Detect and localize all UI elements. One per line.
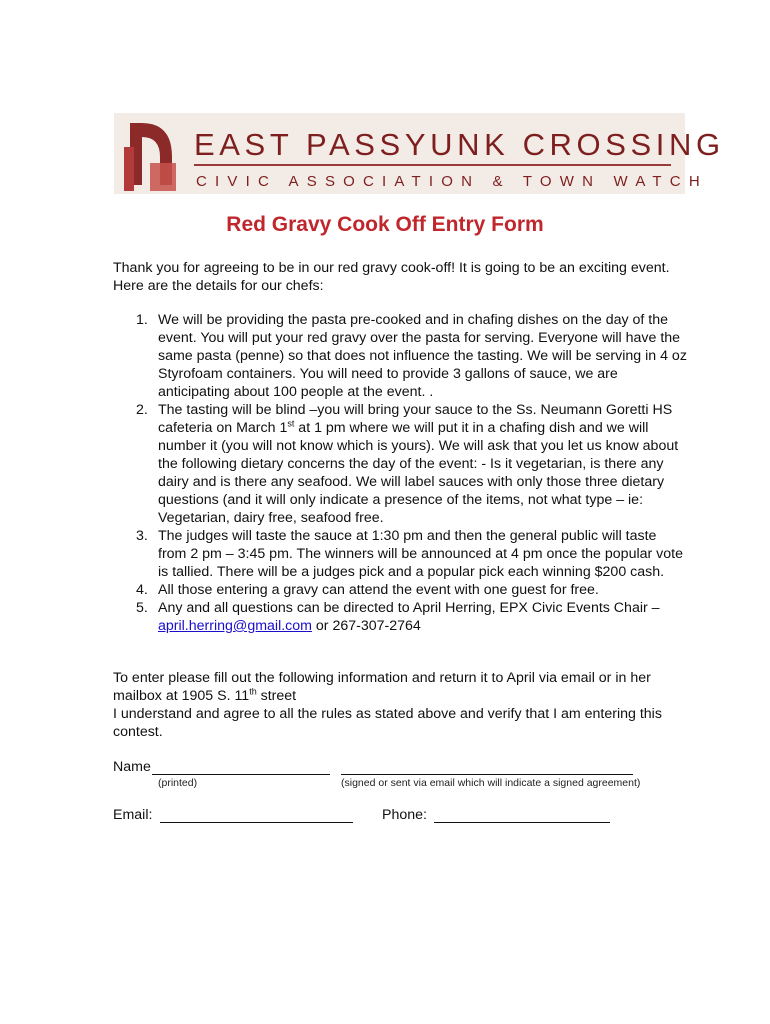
phone-label: Phone: [382, 807, 427, 823]
entry-superscript: th [249, 686, 257, 697]
signed-hint: (signed or sent via email which will indicate a signed agreement) [341, 777, 641, 789]
printed-hint: (printed) [158, 777, 198, 789]
rule-item [113, 527, 688, 581]
rule-item [113, 581, 688, 599]
epx-logo-icon [120, 117, 180, 191]
rule-text: The judges will taste the sauce at 1:30 pm and then the general public will taste from 2 pm – 3:45 pm. The winners will be announced at 4 pm once the popular vote is tallied. There will be a judges pick and a popular pick each winning $200 cash. [158, 528, 683, 580]
signature-field[interactable] [341, 774, 633, 775]
rule-text: The tasting will be blind –you will bring your sauce to the Ss. Neumann Goretti HS cafeteria on March 1 [158, 402, 673, 436]
logo-subtitle: CIVIC ASSOCIATION & TOWN WATCH [196, 173, 708, 190]
logo-name: EAST PASSYUNK CROSSING [194, 127, 725, 162]
logo-divider [194, 164, 671, 166]
rule-item [113, 311, 688, 401]
rule-text: Any and all questions can be directed to April Herring, EPX Civic Events Chair – [158, 600, 660, 616]
agreement-statement: I understand and agree to all the rules as stated above and verify that I am entering this contest. [113, 706, 662, 740]
email-label: Email: [113, 807, 153, 823]
intro-paragraph: Thank you for agreeing to be in our red gravy cook-off! It is going to be an exciting event. Here are the details for our chefs: [113, 260, 670, 294]
rule-text: All those entering a gravy can attend the event with one guest for free. [158, 582, 599, 598]
rules-list [113, 311, 688, 635]
phone-field[interactable] [434, 822, 610, 823]
rule-number: 3. [136, 528, 148, 544]
name-label: Name [113, 759, 151, 775]
rule-number: 4. [136, 582, 148, 598]
rule-number: 1. [136, 312, 148, 328]
printed-name-field[interactable] [152, 774, 330, 775]
rule-number: 2. [136, 402, 148, 418]
rule-superscript: st [287, 418, 295, 429]
rule-text-continued: or 267-307-2764 [311, 618, 421, 634]
logo-banner [114, 113, 725, 194]
form-title: Red Gravy Cook Off Entry Form [226, 213, 544, 236]
rule-text: We will be providing the pasta pre-cooked and in chafing dishes on the day of the event. You will put your red gravy over the pasta for serving. Everyone will have the same pasta (penne) so that does not influence the tasting. We will be serving in 4 oz Styrofoam containers. You will need to provide 3 gallons of sauce, we are anticipating about 100 people at the event. . [158, 312, 687, 400]
contact-email-link[interactable]: april.herring@gmail.com [158, 618, 312, 634]
entry-instructions-text: To enter please fill out the following information and return it to April via email or in her mailbox at 1905 S. 11 [113, 670, 651, 704]
entry-instructions-continued: street [256, 688, 297, 704]
entry-instructions [113, 669, 678, 705]
rule-number: 5. [136, 600, 148, 616]
rule-text-continued: at 1 pm where we will put it in a chafing dish and we will number it (you will not know which is yours). We will ask that you let us know about the following dietary concerns the day of the event: - Is it vegetarian, is there any dairy and is there any seafood. We will label sauces with only those three dietary questions (and it will only indicate a presence of the items, not what type – ie: Vegetarian, dairy free, seafood free. [158, 420, 679, 526]
email-field[interactable] [160, 822, 353, 823]
rule-item [113, 401, 688, 527]
rule-item [113, 599, 688, 635]
